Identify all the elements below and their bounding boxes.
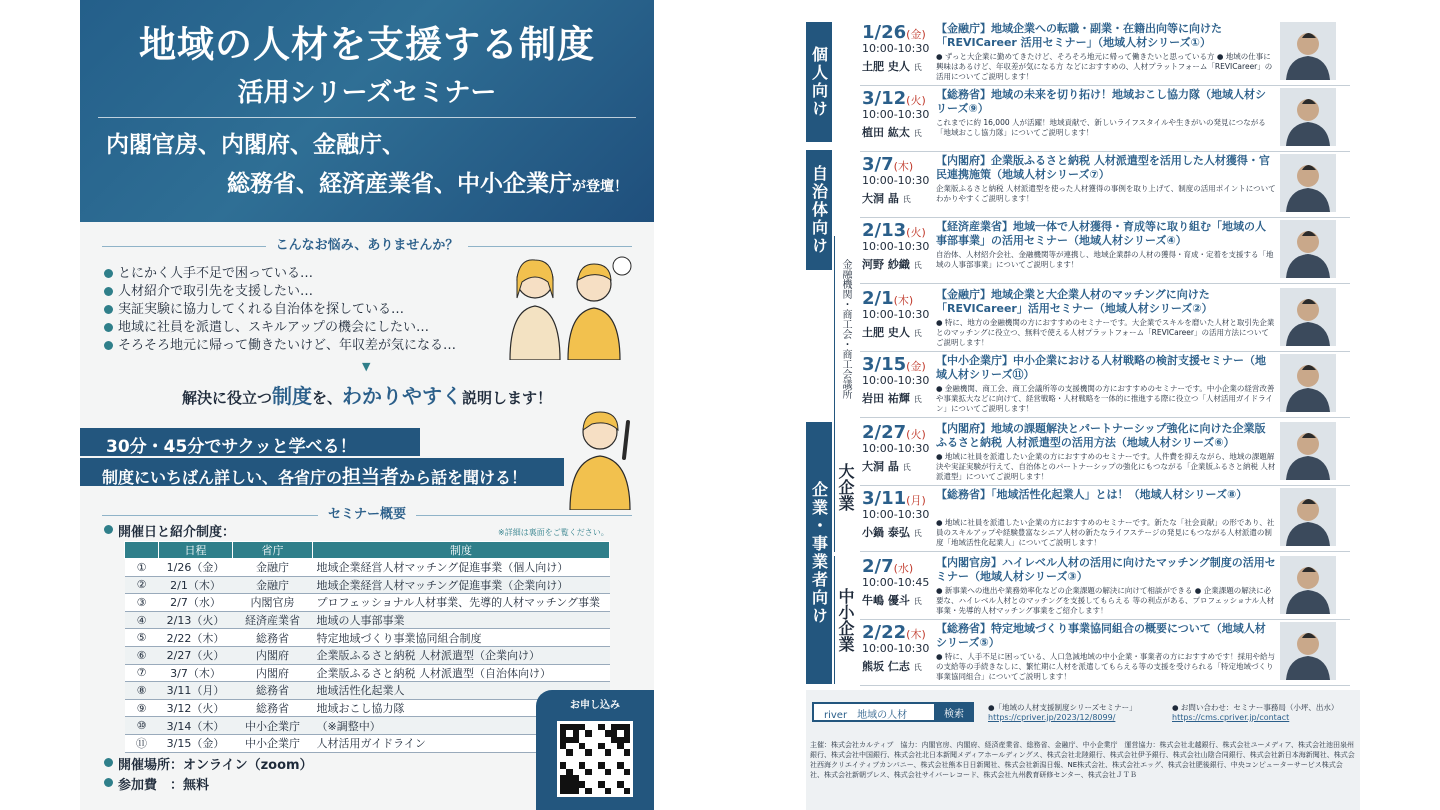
event-weekday: (月) — [906, 494, 926, 507]
event-title: 【内閣官房】ハイレベル人材の活用に向けたマッチング制度の活用セミナー（地域人材シリーズ③） — [936, 556, 1276, 583]
event-item — [860, 422, 1350, 486]
feature-band-experts — [80, 458, 564, 486]
row-number: ① — [125, 559, 159, 577]
row-number: ⑪ — [125, 734, 159, 752]
row-date: 2/27（火） — [159, 646, 233, 664]
group-individual: 個人向け — [806, 22, 832, 142]
event-date — [862, 22, 926, 43]
orgs-line-1: 内閣官房、内閣府、金融庁、 — [106, 132, 405, 158]
speaker-photo — [1280, 288, 1336, 346]
event-time: 10:00-10:30 — [862, 508, 930, 521]
event-speaker — [862, 658, 922, 674]
event-description: ● ずっと大企業に勤めてきたけど、そろそろ地元に帰って働きたいと思っている方 ● 地域の仕事に興味はあるけど、年収差が気になる方 などにおすすめの、人材プラットフォーム「REVICareer」の活用についてご説明します！ — [936, 52, 1273, 81]
solve-mid: を、 — [311, 389, 342, 407]
event-description: ● 新事業への進出や業務効率化などの企業課題の解決に向けて相談ができる ● 企業課題の解決に必要な、ハイレベル人材とのマッチングを支援してもらえる 等の利点がある、プロフェッショナル人材事業・先導的人材マッチング事業をご紹介します！ — [936, 586, 1275, 615]
speaker-photo — [1280, 88, 1336, 146]
event-weekday: (水) — [893, 562, 914, 575]
speaker-honorific: 氏 — [913, 663, 922, 672]
speaker-honorific: 氏 — [913, 63, 922, 72]
event-speaker — [862, 58, 922, 74]
concerns-title-text: こんなお悩み、ありませんか？ — [266, 238, 469, 253]
speaker-honorific: 氏 — [913, 529, 922, 538]
column-header — [125, 542, 159, 559]
speaker-photo — [1280, 354, 1336, 412]
event-time: 10:00-10:30 — [862, 42, 930, 55]
event-date-text: 2/22 — [862, 622, 907, 643]
row-ministry: 内閣府 — [233, 646, 313, 664]
page-title: 地域の人材を支援する制度 — [139, 23, 595, 66]
solve-em-2: わかりやすく — [342, 384, 462, 408]
fee: 参加費 ：無料 — [102, 774, 209, 793]
event-weekday: (木) — [906, 628, 926, 641]
contact-link-label: ● お問い合わせ：セミナー事務局（小坪、出水） — [1172, 703, 1339, 712]
overview-title — [102, 501, 632, 522]
event-time: 10:00-10:30 — [862, 108, 930, 121]
event-weekday: (金) — [906, 28, 926, 41]
hero-banner — [80, 0, 654, 222]
speaker-honorific: 氏 — [913, 395, 922, 404]
event-item — [860, 220, 1350, 284]
speaker-honorific: 氏 — [913, 597, 922, 606]
solve-post: 説明します！ — [462, 389, 553, 407]
speaker-honorific: 氏 — [913, 261, 922, 270]
table-row — [125, 629, 610, 647]
event-description: これまでに約 16,000 人が活躍！地域貢献で、新しいライフスタイルや生きがいの発見につながる「地域おこし協力隊」についてご説明します！ — [936, 118, 1266, 137]
row-ministry: 金融庁 — [233, 559, 313, 577]
event-title: 【内閣府】企業版ふるさと納税 人材派遣型を活用した人材獲得・官民連携施策（地域人材シリーズ⑦） — [936, 154, 1270, 181]
seminar-link-url[interactable]: https://cpriver.jp/2023/12/8099/ — [988, 713, 1116, 722]
speaker-photo — [1280, 22, 1336, 80]
event-speaker — [862, 256, 922, 272]
divider — [98, 117, 636, 118]
event-speaker — [862, 324, 922, 340]
list-item: 人材紹介で取引先を支援したい… — [102, 283, 632, 301]
event-item — [860, 556, 1350, 620]
row-ministry: 総務省 — [233, 699, 313, 717]
event-speaker — [862, 458, 911, 474]
event-date — [862, 88, 926, 109]
event-date-text: 3/7 — [862, 154, 894, 175]
row-number: ⑦ — [125, 664, 159, 682]
event-description: ● 特に、地方の金融機関の方におすすめのセミナーです。大企業でスキルを磨いた人材と取引先企業とのマッチングに役立つ、無料で使える人材プラットフォーム「REVICareer」の活用方法についてご説明します！ — [936, 318, 1275, 347]
column-header: 制度 — [313, 542, 610, 559]
event-time: 10:00-10:45 — [862, 576, 930, 589]
event-weekday: (火) — [906, 226, 926, 239]
event-time: 10:00-10:30 — [862, 240, 930, 253]
speaker-photo — [1280, 422, 1336, 480]
event-item — [860, 354, 1350, 418]
contact-link — [1172, 702, 1338, 722]
event-title: 【総務省】「地域活性化起業人」とは！（地域人材シリーズ⑧） — [936, 488, 1248, 501]
row-program: 地域企業経営人材マッチング促進事業（企業向け） — [313, 576, 610, 594]
row-program: 企業版ふるさと納税 人材派遣型（自治体向け） — [313, 664, 610, 682]
contact-link-url[interactable]: https://cms.cpriver.jp/contact — [1172, 713, 1290, 722]
table-row — [125, 646, 610, 664]
row-date: 3/14（木） — [159, 717, 233, 735]
row-date: 2/13（火） — [159, 611, 233, 629]
event-date — [862, 556, 913, 577]
row-program: 特定地域づくり事業協同組合制度 — [313, 629, 610, 647]
speaker-photo — [1280, 622, 1336, 680]
event-date — [862, 488, 926, 509]
row-number: ⑧ — [125, 682, 159, 700]
solve-em-1: 制度 — [271, 384, 312, 408]
event-time: 10:00-10:30 — [862, 308, 930, 321]
row-ministry: 金融庁 — [233, 576, 313, 594]
concerns-title — [102, 232, 632, 253]
event-item — [860, 22, 1350, 86]
row-number: ⑤ — [125, 629, 159, 647]
row-date: 3/7（木） — [159, 664, 233, 682]
event-date-text: 3/11 — [862, 488, 907, 509]
speaker-honorific: 氏 — [913, 329, 922, 338]
event-date — [862, 354, 926, 375]
speaker-name: 小鍋 泰弘 — [862, 526, 910, 539]
event-date — [862, 220, 926, 241]
event-date-text: 2/1 — [862, 288, 894, 309]
row-ministry: 内閣府 — [233, 664, 313, 682]
event-weekday: (木) — [893, 160, 914, 173]
feature-band-duration: 30分・45分でサクッと学べる！ — [80, 428, 420, 456]
row-ministry: 内閣官房 — [233, 594, 313, 612]
band2-em: 担当者 — [342, 466, 400, 488]
flyer-front — [80, 0, 654, 810]
event-description: ● 金融機関、商工会、商工会議所等の支援機関の方におすすめのセミナーです。中小企業の経営改善や事業拡大などに向けて、経営戦略・人材戦略を一体的に推進する際に役立つ「人材活用ガイドライン」についてご説明します！ — [936, 384, 1275, 413]
row-ministry: 経済産業省 — [233, 611, 313, 629]
event-weekday: (木) — [893, 294, 914, 307]
orgs-line-2-text: 総務省、経済産業省、中小企業庁 — [227, 171, 572, 197]
event-item — [860, 288, 1350, 352]
speaker-photo — [1280, 556, 1336, 614]
event-description: 自治体、人材紹介会社、金融機関等が連携し、地域企業群の人材の獲得・育成・定着を支援する「地域の人事部事業」についてご説明します！ — [936, 250, 1274, 269]
row-number: ⑥ — [125, 646, 159, 664]
event-speaker — [862, 592, 922, 608]
qr-code-icon[interactable] — [557, 721, 633, 797]
band2-post: から話を聞ける！ — [399, 468, 528, 487]
event-date-text: 2/13 — [862, 220, 907, 241]
event-time: 10:00-10:30 — [862, 374, 930, 387]
speaker-honorific: 氏 — [913, 129, 922, 138]
speaker-honorific: 氏 — [902, 195, 911, 204]
list-item: 地域に社員を派遣し、スキルアップの機会にしたい… — [102, 319, 632, 337]
speaker-honorific: 氏 — [902, 463, 911, 472]
orgs-suffix: が登壇！ — [572, 179, 628, 195]
speaker-name: 岩田 祐輝 — [862, 392, 910, 405]
row-program: 地域の人事部事業 — [313, 611, 610, 629]
row-ministry: 総務省 — [233, 629, 313, 647]
row-date: 2/1（木） — [159, 576, 233, 594]
group-large: 大企業 — [834, 422, 856, 552]
row-number: ⑩ — [125, 717, 159, 735]
solve-pre: 解決に役立つ — [181, 389, 272, 407]
event-time: 10:00-10:30 — [862, 174, 930, 187]
worried-people-illustration — [490, 248, 640, 360]
row-date: 3/15（金） — [159, 734, 233, 752]
seminar-link — [988, 702, 1137, 722]
event-item — [860, 88, 1350, 152]
event-speaker — [862, 190, 911, 206]
speaker-name: 熊坂 仁志 — [862, 660, 910, 673]
search-box[interactable]: river 地域の人材 — [812, 702, 972, 722]
event-date-text: 1/26 — [862, 22, 907, 43]
overview-title-text: セミナー概要 — [318, 507, 416, 522]
speaker-photo — [1280, 154, 1336, 212]
event-description: ● 地域に社員を派遣したい企業の方におすすめのセミナーです。人件費を抑えながら、地域の課題解決や実証実験が行えて、自治体とのパートナーシップの強化にもつながる「企業版ふるさと納税 人材派遣型」についてご説明します！ — [936, 452, 1276, 481]
row-date: 2/22（木） — [159, 629, 233, 647]
row-program: （※調整中） — [313, 717, 610, 735]
event-weekday: (火) — [906, 428, 926, 441]
seminar-link-label: ●「地域の人材支援制度シリーズセミナー」 — [988, 703, 1137, 712]
group-finance: 金融機関・商工会・商工会議所 — [834, 236, 856, 422]
speaker-name: 土肥 史人 — [862, 60, 910, 73]
event-date-text: 2/27 — [862, 422, 907, 443]
row-program: プロフェッショナル人材事業、先導的人材マッチング事業 — [313, 594, 610, 612]
speaker-name: 大洞 晶 — [862, 460, 899, 473]
event-title: 【総務省】特定地域づくり事業協同組合の概要について（地域人材シリーズ⑤） — [936, 622, 1266, 649]
row-date: 2/7（水） — [159, 594, 233, 612]
event-time: 10:00-10:30 — [862, 442, 930, 455]
page-subtitle: 活用シリーズセミナー — [237, 78, 497, 108]
event-title: 【経済産業省】地域一体で人材獲得・育成等に取り組む「地域の人事部事業」の活用セミナー（地域人材シリーズ④） — [936, 220, 1266, 247]
event-title: 【内閣府】地域の課題解決とパートナーシップ強化に向けた企業版ふるさと納税 人材派遣型の活用方法（地域人材シリーズ⑥） — [936, 422, 1266, 449]
event-speaker — [862, 524, 922, 540]
event-weekday: (火) — [906, 94, 926, 107]
orgs-line-2 — [98, 165, 628, 198]
detail-note: ※詳細は裏面をご覧ください。 — [498, 528, 609, 537]
column-header: 省庁 — [233, 542, 313, 559]
row-number: ③ — [125, 594, 159, 612]
pointing-person-illustration — [562, 402, 642, 510]
table-row — [125, 664, 610, 682]
row-date: 3/11（月） — [159, 682, 233, 700]
event-speaker — [862, 390, 922, 406]
event-title: 【中小企業庁】中小企業における人材戦略の検討支援セミナー（地域人材シリーズ⑪） — [936, 354, 1266, 381]
row-date: 1/26（金） — [159, 559, 233, 577]
list-item: 実証実験に協力してくれる自治体を探している… — [102, 301, 632, 319]
table-row — [125, 611, 610, 629]
table-row — [125, 576, 610, 594]
list-item: とにかく人手不足で困っている… — [102, 265, 632, 283]
dates-label: 開催日と紹介制度： — [102, 521, 235, 540]
speaker-photo — [1280, 220, 1336, 278]
credits: 主催：株式会社カルティブ 協力：内閣官房、内閣府、経済産業省、総務省、金融庁、中小企業庁 運営協力：株式会社北越銀行、株式会社ユーメディア、株式会社池田泉州銀行、株式会社中国銀行、株式会社北日本新聞メディアホールディングス、株式会社北陸銀行、株式会社伊予銀行、株式会社山陰合同銀行、株式会社新日本海新聞社、株式会社西海クリエイティブカンパニー、株式会社熊本日日新聞社、株式会社新潟日報、NE株式会社、株式会社エッグ、株式会社肥後銀行、中央コンピューターサービス株式会社、株式会社新朝プレス、株式会社サイバーレコード、株式会社九州教育研修センター、株式会社ＪＴＢ — [810, 741, 1355, 779]
event-title: 【金融庁】地域企業と大企業人材のマッチングに向けた「REVICareer」活用セミナー（地域人材シリーズ②） — [936, 288, 1213, 315]
table-row — [125, 594, 610, 612]
column-header: 日程 — [159, 542, 233, 559]
speaker-name: 土肥 史人 — [862, 326, 910, 339]
event-date — [862, 154, 913, 175]
event-date-text: 2/7 — [862, 556, 894, 577]
group-sme: 中小企業 — [834, 556, 856, 684]
row-program: 企業版ふるさと納税 人材派遣型（企業向け） — [313, 646, 610, 664]
footer — [806, 690, 1360, 810]
band2-pre: 制度にいちばん詳しい、各省庁の — [102, 468, 343, 487]
speaker-name: 大洞 晶 — [862, 192, 899, 205]
row-number: ⑨ — [125, 699, 159, 717]
row-number: ② — [125, 576, 159, 594]
apply-label: お申し込み — [570, 700, 620, 711]
search-button[interactable]: 検索 — [934, 702, 974, 722]
row-program: 地域企業経営人材マッチング促進事業（個人向け） — [313, 559, 610, 577]
row-program: 人材活用ガイドライン — [313, 734, 610, 752]
event-date-text: 3/12 — [862, 88, 907, 109]
event-date — [862, 622, 926, 643]
row-program: 地域おこし協力隊 — [313, 699, 610, 717]
event-date-text: 3/15 — [862, 354, 907, 375]
row-ministry: 総務省 — [233, 682, 313, 700]
row-program: 地域活性化起業人 — [313, 682, 610, 700]
row-number: ④ — [125, 611, 159, 629]
event-description: ● 特に、人手不足に困っている、人口急減地域の中小企業・事業者の方におすすめです！採用や給与の支給等の手続きなしに、繁忙期に人材を派遣してもらえる等の支援を受けられる「特定地域づくり事業協同組合」についてご説明します！ — [936, 652, 1276, 681]
event-item — [860, 488, 1350, 552]
speaker-name: 河野 紗織 — [862, 258, 910, 271]
table-row — [125, 559, 610, 577]
event-date — [862, 422, 926, 443]
apply-box[interactable] — [536, 690, 654, 810]
event-item — [860, 154, 1350, 218]
event-description: 企業版ふるさと納税 人材派遣型を使った人材獲得の事例を取り上げて、制度の活用ポイントについてわかりやすくご説明します！ — [936, 184, 1276, 203]
event-weekday: (金) — [906, 360, 926, 373]
table-header-row — [125, 542, 610, 559]
event-title: 【総務省】地域の未来を切り拓け！地域おこし協力隊（地域人材シリーズ⑨） — [936, 88, 1266, 115]
event-time: 10:00-10:30 — [862, 642, 930, 655]
arrow-down-icon: ▼ — [362, 360, 371, 373]
event-item — [860, 622, 1350, 686]
speaker-name: 植田 紘太 — [862, 126, 910, 139]
row-ministry: 中小企業庁 — [233, 734, 313, 752]
row-date: 3/12（火） — [159, 699, 233, 717]
row-ministry: 中小企業庁 — [233, 717, 313, 735]
event-description: ● 地域に社員を派遣したい企業の方におすすめのセミナーです。新たな「社会貢献」の形であり、社員のスキルアップや経験豊富なシニア人材の新たなライフステージの発見にもつながる人材派遣の制度「地域活性化起業人」についてご説明します！ — [936, 518, 1275, 547]
event-speaker — [862, 124, 922, 140]
group-enterprise: 企業・事業者向け — [806, 422, 832, 684]
event-title: 【金融庁】地域企業への転職・副業・在籍出向等に向けた「REVICareer 活用セミナー」（地域人材シリーズ①） — [936, 22, 1222, 49]
list-item: そろそろ地元に帰って働きたいけど、年収差が気になる… — [102, 337, 632, 355]
speaker-photo — [1280, 488, 1336, 546]
event-date — [862, 288, 913, 309]
flyer-back — [806, 0, 1360, 810]
group-municipality: 自治体向け — [806, 150, 832, 270]
speaker-name: 牛嶋 優斗 — [862, 594, 910, 607]
venue: 開催場所：オンライン（zoom） — [102, 754, 313, 773]
